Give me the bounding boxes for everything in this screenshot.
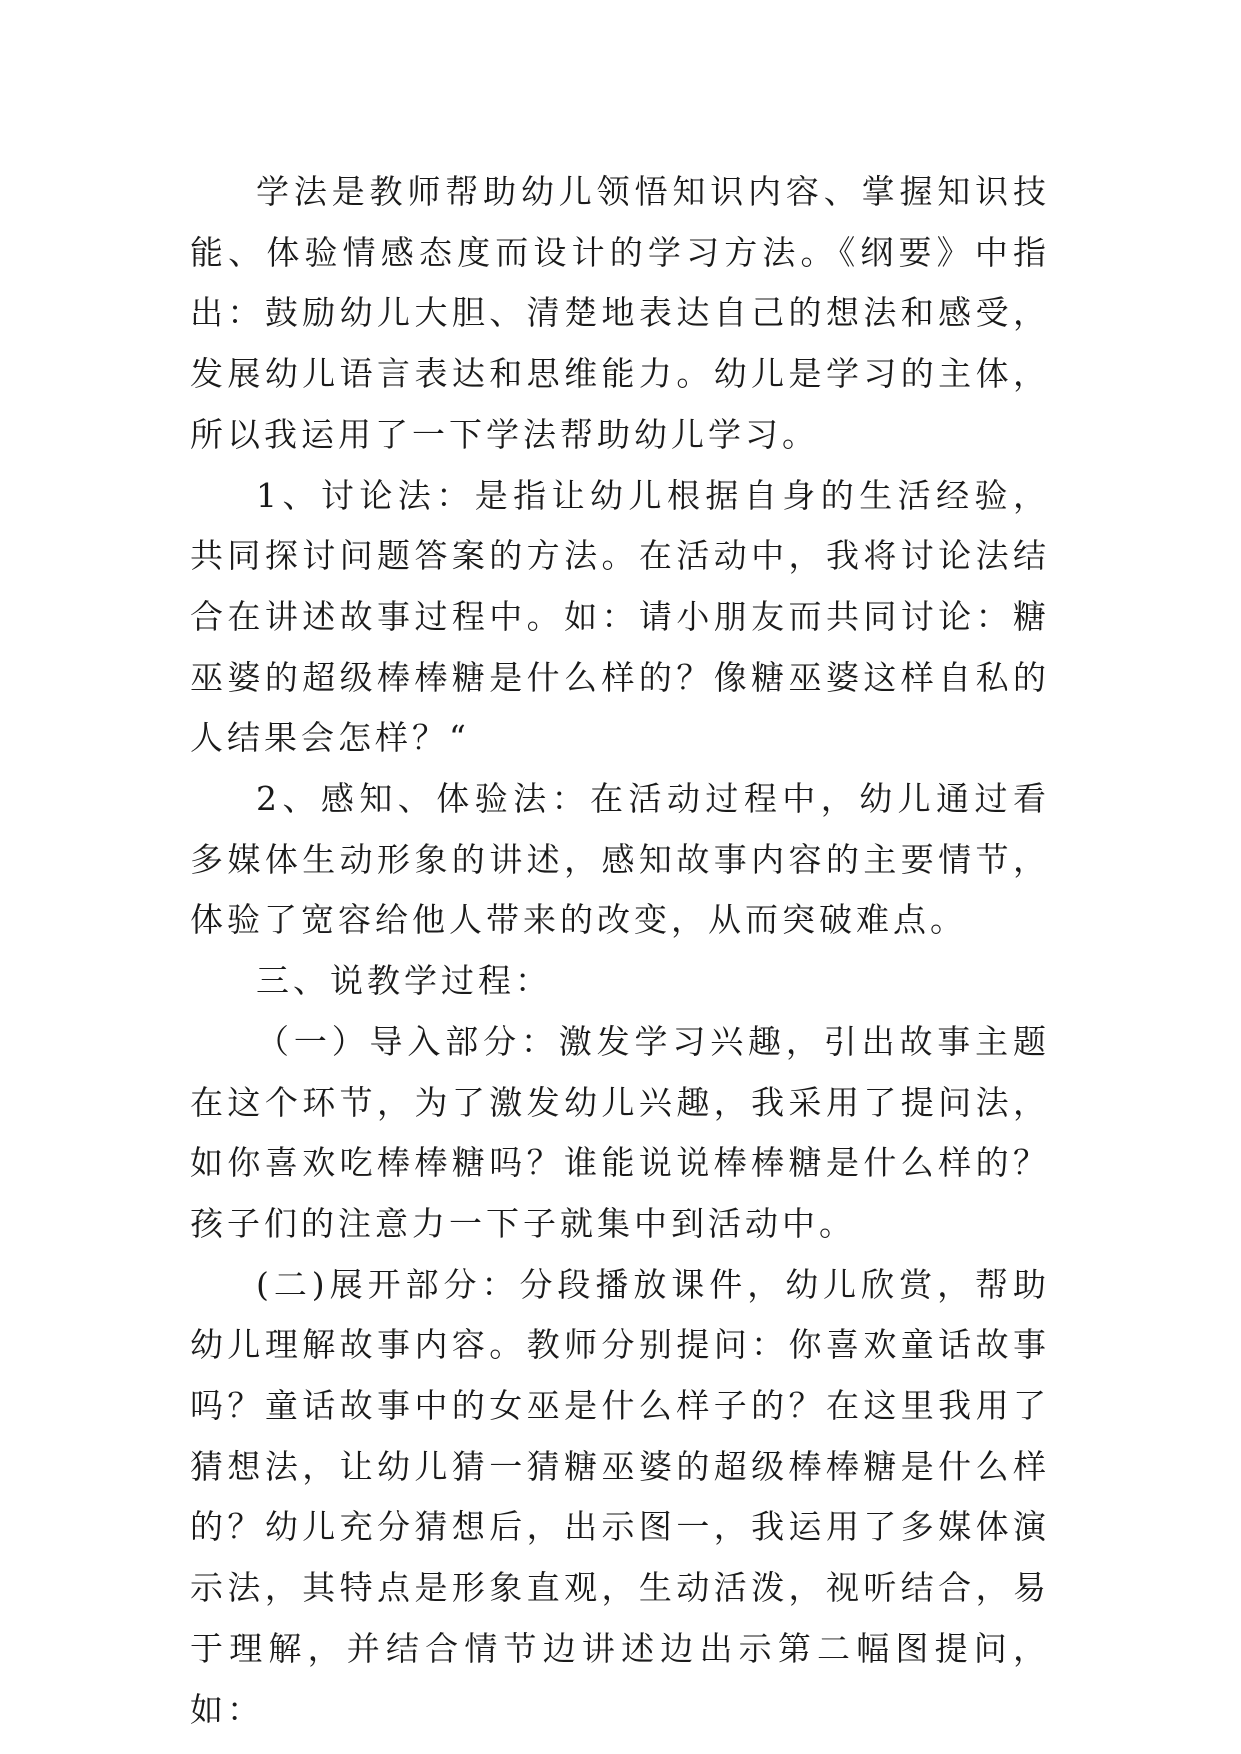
paragraph-introduction-part: （一）导入部分：激发学习兴趣，引出故事主题在这个环节，为了激发幼儿兴趣，我采用了提问法，如你喜欢吃棒棒糖吗？谁能说说棒棒糖是什么样的？孩子们的注意力一下子就集中到活动中。 <box>190 1021 1050 1243</box>
section-heading-teaching-process: 三、说教学过程： <box>256 961 552 1001</box>
paragraph-perception-experience-method: 2、感知、体验法：在活动过程中，幼儿通过看多媒体生动形象的讲述，感知故事内容的主要情节，体验了宽容给他人带来的改变，从而突破难点。 <box>190 779 1050 940</box>
paragraph-study-methods-intro: 学法是教师帮助幼儿领悟知识内容、掌握知识技能、体验情感态度而设计的学习方法。《纲要》中指出：鼓励幼儿大胆、清楚地表达自己的想法和感受，发展幼儿语言表达和思维能力。幼儿是学习的主体，所以我运用了一下学法帮助幼儿学习。 <box>190 172 1050 454</box>
paragraph-discussion-method: 1、讨论法：是指让幼儿根据自身的生活经验，共同探讨问题答案的方法。在活动中，我将讨论法结合在讲述故事过程中。如：请小朋友而共同讨论：糖巫婆的超级棒棒糖是什么样的？像糖巫婆这样自私的人结果会怎样？“ <box>190 475 1050 758</box>
document-body <box>190 162 1050 1740</box>
paragraph-development-part: (二)展开部分：分段播放课件，幼儿欣赏，帮助幼儿理解故事内容。教师分别提问：你喜欢童话故事吗？童话故事中的女巫是什么样子的？在这里我用了猜想法，让幼儿猜一猜糖巫婆的超级棒棒糖是什么样的？幼儿充分猜想后，出示图一，我运用了多媒体演示法，其特点是形象直观，生动活泼，视听结合，易于理解，并结合情节边讲述边出示第二幅图提问，如： <box>190 1264 1050 1729</box>
